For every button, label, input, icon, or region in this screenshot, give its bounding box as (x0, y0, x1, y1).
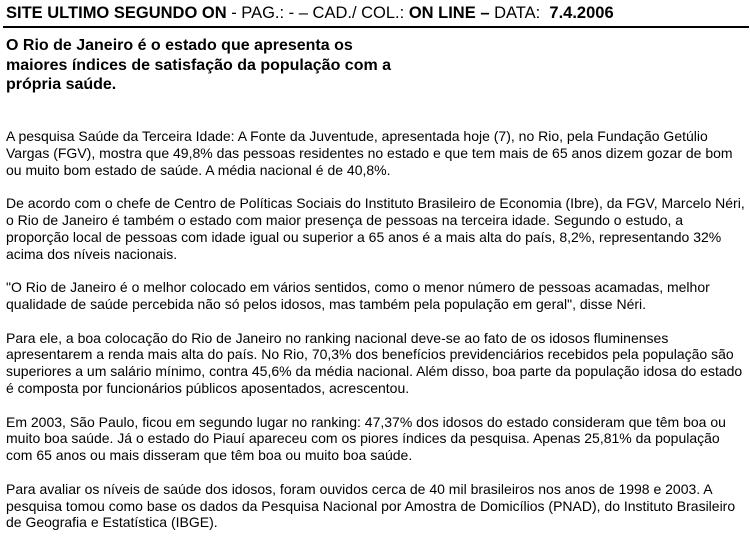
header-page-value: - (284, 4, 299, 22)
header-date-value: 7.4.2006 (549, 4, 614, 22)
article-paragraph: Para ele, a boa colocação do Rio de Janeiro no ranking nacional deve-se ao fato de os idosos fluminenses apresentarem a renda mais alta do país. No Rio, 70,3% dos benefícios previdenciários recebidos pela população são superiores a um salário mínimo, contra 45,6% da média nacional. Além disso, boa parte da população idosa do estado é composta por funcionários públicos aposentados, acrescentou. (6, 329, 743, 396)
header-separator: - (226, 4, 242, 22)
article-body (6, 128, 748, 548)
header-page-label: PAG.: (241, 4, 285, 22)
header-site: SITE ULTIMO SEGUNDO ON (6, 4, 227, 22)
clipping-header (6, 2, 748, 27)
article-paragraph: Para avaliar os níveis de saúde dos idosos, foram ouvidos cerca de 40 mil brasileiros nos anos de 1998 e 2003. A pesquisa tomou como base os dados da Pesquisa Nacional por Amostra de Domicílios (PNAD), do Instituto Brasileiro de Geografia e Estatística (IBGE). (6, 480, 736, 531)
article-paragraph: A pesquisa Saúde da Terceira Idade: A Fonte da Juventude, apresentada hoje (7), no Rio, pela Fundação Getúlio Vargas (FGV), mostra que 49,8% das pessoas residentes no estado e que tem mais de 65 anos dizem gozar de bom ou muito bom estado de saúde. A média nacional é de 40,8%. (6, 128, 733, 178)
header-divider (3, 26, 749, 28)
article-paragraph: De acordo com o chefe de Centro de Políticas Sociais do Instituto Brasileiro de Economia (Ibre), da FGV, Marcelo Néri, o Rio de Janeiro é também o estado com maior presença de pessoas na terceira idade. Segundo o estudo, a proporção local de pessoas com idade igual ou superior a 65 anos é a mais alta do país, 8,2%, representando 32% acima dos níveis nacionais. (6, 195, 745, 262)
article-headline: O Rio de Janeiro é o estado que apresenta os maiores índices de satisfação da população com a própria saúde. (6, 37, 392, 93)
article-paragraph: Em 2003, São Paulo, ficou em segundo lugar no ranking: 47,37% dos idosos do estado consideram que têm boa ou muito boa saúde. Já o estado do Piauí apareceu com os piores índices da pesquisa. Apenas 25,81% da população com 65 anos ou mais disseram que têm boa ou muito boa saúde. (6, 413, 726, 464)
article-paragraph: "O Rio de Janeiro é o melhor colocado em vários sentidos, como o menor número de pessoas acamadas, melhor qualidade de saúde percebida não só pelos idosos, mas também pela população em geral", disse Néri. (6, 279, 710, 312)
header-column-label: – CAD./ COL.: (298, 4, 405, 22)
header-column-value: ON LINE (408, 4, 476, 22)
header-date-label: DATA: (494, 4, 541, 22)
header-separator-2: – (475, 4, 495, 22)
